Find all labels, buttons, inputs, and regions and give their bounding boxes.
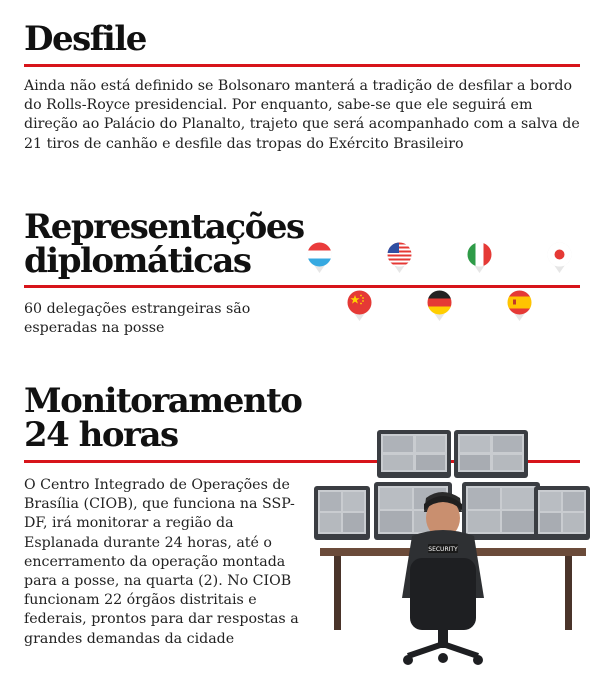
monitor-icon: [314, 486, 370, 540]
monitor-icon: [377, 430, 451, 478]
monitor-icon: [462, 482, 540, 540]
china-flag-icon: [346, 289, 373, 323]
jacket-label: SECURITY: [428, 546, 458, 553]
desfile-body-text: Ainda não está definido se Bolsonaro manterá a tradição de desfilar a bordo do Rolls-Royce presidencial. Por enquanto, sabe-se que ele seguirá em direção ao Palácio do Planalto, trajeto que será acompanhado com a salva de 21 tiros de canhão e desfile das tropas do Exército Brasileiro: [24, 78, 580, 152]
representacoes-body-text: 60 delegações estrangeiras são esperadas na posse: [24, 301, 251, 337]
title-line: Monitoramento: [24, 381, 302, 421]
spain-flag-icon: [506, 289, 533, 323]
germany-flag-icon: [426, 289, 453, 323]
monitoramento-body-text: O Centro Integrado de Operações de Brasília (CIOB), que funciona na SSP-DF, irá monitorar a região da Esplanada durante 24 horas, até o encerramento da operação montada para a posse, na quarta (2). No CIOB funcionam 22 órgãos distritais e federais, prontos para dar respostas a grandes demandas da cidade: [24, 477, 299, 647]
security-monitoring-illustration: [312, 428, 594, 678]
section-title-desfile: Desfile: [24, 19, 146, 59]
section-title-representacoes: [24, 207, 314, 281]
section-divider: [24, 285, 580, 288]
section-divider: [24, 64, 580, 67]
title-line: Representações: [24, 207, 304, 247]
office-chair-icon: [403, 558, 483, 665]
title-line: 24 horas: [24, 415, 178, 455]
monitor-icon: [534, 486, 590, 540]
title-line: diplomáticas: [24, 241, 251, 281]
monitor-icon: [454, 430, 528, 478]
usa-flag-icon: [386, 241, 413, 275]
luxembourg-flag-icon: [306, 241, 333, 275]
section-title-monitoramento: [24, 381, 324, 455]
italy-flag-icon: [466, 241, 493, 275]
japan-flag-icon: [546, 241, 573, 275]
